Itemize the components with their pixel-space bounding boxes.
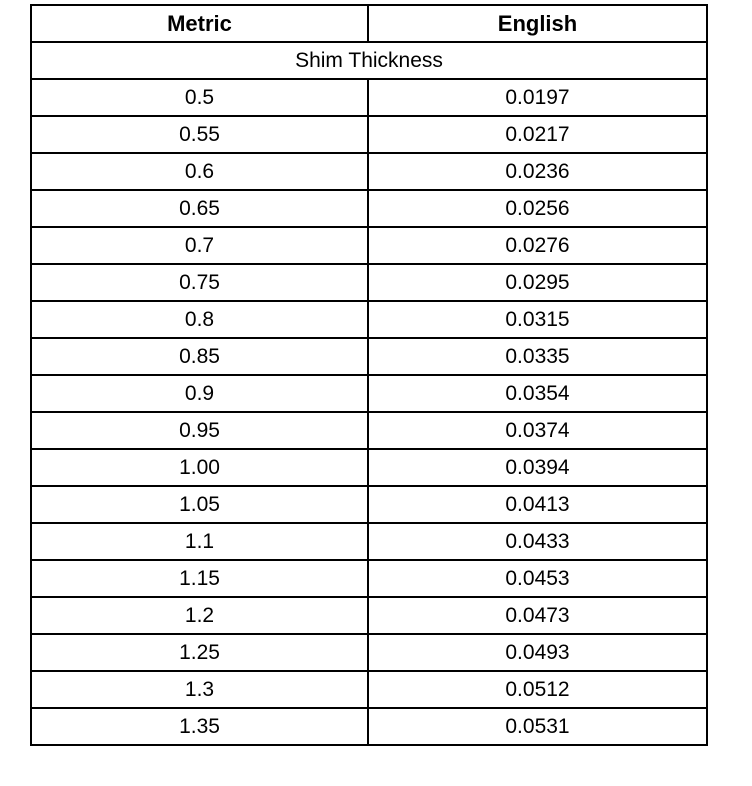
english-cell: 0.0354 — [368, 375, 707, 412]
english-cell: 0.0512 — [368, 671, 707, 708]
section-row — [31, 42, 707, 79]
english-cell: 0.0453 — [368, 560, 707, 597]
table-row — [31, 153, 707, 190]
english-cell: 0.0276 — [368, 227, 707, 264]
metric-cell: 1.25 — [31, 634, 368, 671]
metric-cell: 1.1 — [31, 523, 368, 560]
english-cell: 0.0374 — [368, 412, 707, 449]
column-header-english: English — [368, 5, 707, 42]
metric-cell: 0.8 — [31, 301, 368, 338]
english-cell: 0.0394 — [368, 449, 707, 486]
table-row — [31, 301, 707, 338]
metric-cell: 0.7 — [31, 227, 368, 264]
header-row — [31, 5, 707, 42]
table-row — [31, 116, 707, 153]
metric-cell: 0.55 — [31, 116, 368, 153]
shim-thickness-table-container — [30, 4, 706, 746]
column-header-metric: Metric — [31, 5, 368, 42]
english-cell: 0.0493 — [368, 634, 707, 671]
table-row — [31, 79, 707, 116]
english-cell: 0.0256 — [368, 190, 707, 227]
english-cell: 0.0413 — [368, 486, 707, 523]
metric-cell: 0.95 — [31, 412, 368, 449]
metric-cell: 0.9 — [31, 375, 368, 412]
table-row — [31, 671, 707, 708]
metric-cell: 0.75 — [31, 264, 368, 301]
table-row — [31, 523, 707, 560]
table-row — [31, 708, 707, 745]
english-cell: 0.0197 — [368, 79, 707, 116]
english-cell: 0.0531 — [368, 708, 707, 745]
metric-cell: 1.05 — [31, 486, 368, 523]
english-cell: 0.0335 — [368, 338, 707, 375]
table-row — [31, 449, 707, 486]
table-row — [31, 634, 707, 671]
english-cell: 0.0217 — [368, 116, 707, 153]
metric-cell: 1.2 — [31, 597, 368, 634]
english-cell: 0.0473 — [368, 597, 707, 634]
metric-cell: 1.35 — [31, 708, 368, 745]
metric-cell: 1.15 — [31, 560, 368, 597]
english-cell: 0.0236 — [368, 153, 707, 190]
table-row — [31, 338, 707, 375]
table-row — [31, 375, 707, 412]
metric-cell: 1.00 — [31, 449, 368, 486]
table-row — [31, 412, 707, 449]
table-row — [31, 190, 707, 227]
table-row — [31, 264, 707, 301]
shim-thickness-table — [30, 4, 708, 746]
metric-cell: 1.3 — [31, 671, 368, 708]
metric-cell: 0.5 — [31, 79, 368, 116]
english-cell: 0.0433 — [368, 523, 707, 560]
english-cell: 0.0315 — [368, 301, 707, 338]
table-row — [31, 560, 707, 597]
metric-cell: 0.85 — [31, 338, 368, 375]
table-row — [31, 486, 707, 523]
section-title: Shim Thickness — [31, 42, 707, 79]
english-cell: 0.0295 — [368, 264, 707, 301]
metric-cell: 0.6 — [31, 153, 368, 190]
metric-cell: 0.65 — [31, 190, 368, 227]
table-row — [31, 597, 707, 634]
table-row — [31, 227, 707, 264]
